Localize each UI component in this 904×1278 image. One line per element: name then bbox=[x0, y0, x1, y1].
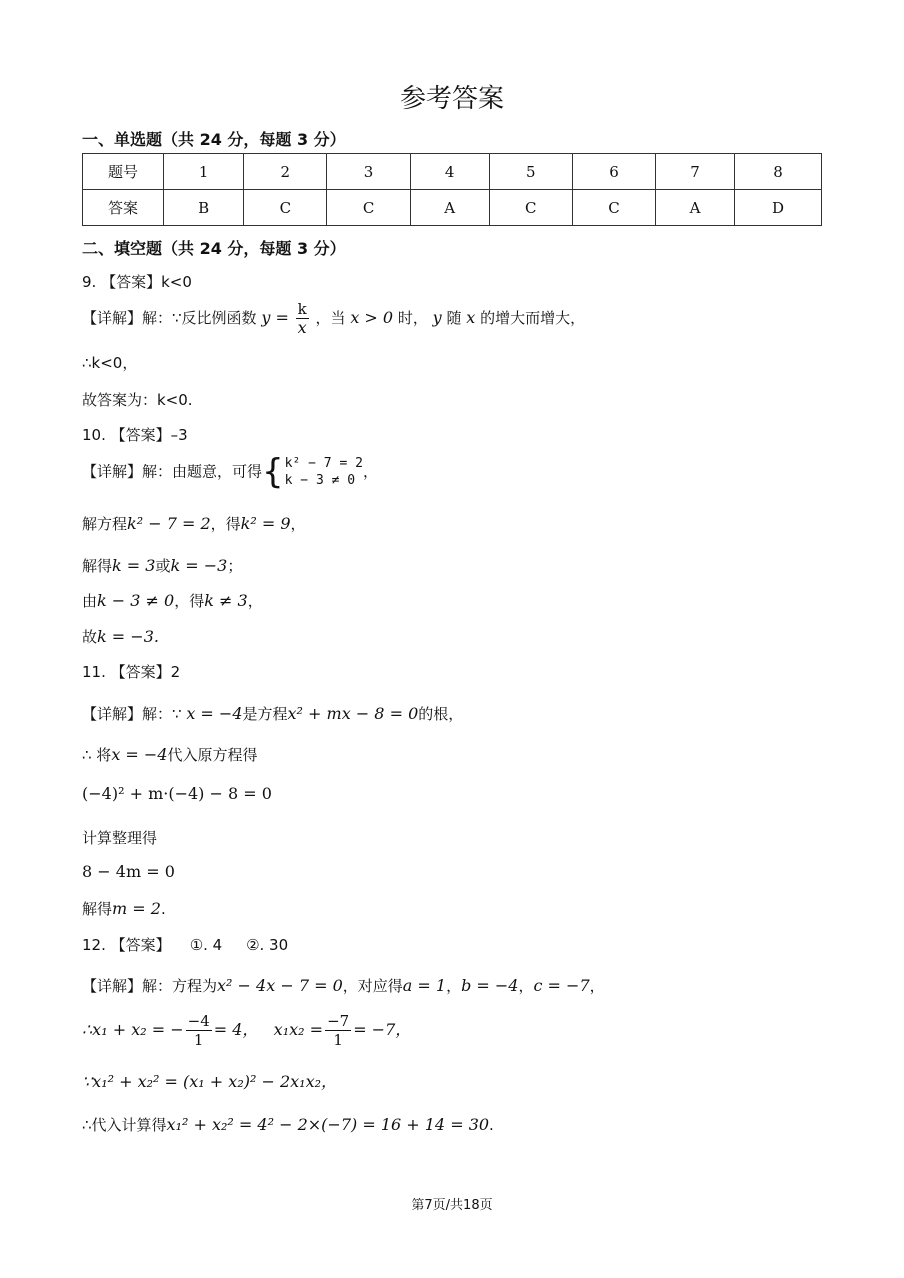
table-cell: 7 bbox=[656, 154, 735, 190]
table-cell: A bbox=[410, 190, 489, 226]
table-cell: C bbox=[244, 190, 327, 226]
text: 代入原方程得 bbox=[167, 746, 258, 764]
text: 【详解】解：方程为 bbox=[82, 977, 218, 995]
fraction-numerator: −4 bbox=[187, 1012, 210, 1030]
text: 是方程 bbox=[242, 705, 288, 723]
text: ∴代入计算得 bbox=[82, 1116, 167, 1134]
math: k = −3. bbox=[97, 627, 159, 646]
math: = 4， x₁x₂ = bbox=[213, 1020, 324, 1039]
q12-line4 bbox=[82, 1114, 494, 1135]
q9-detail-text: 时， bbox=[397, 309, 433, 327]
q9-line2: ∴k<0， bbox=[82, 354, 138, 372]
text: 解得 bbox=[82, 557, 113, 575]
system-line-2: k − 3 ≠ 0 bbox=[284, 473, 356, 488]
text: 解方程 bbox=[82, 515, 128, 533]
fraction-denominator: 1 bbox=[333, 1031, 343, 1049]
q9-detail-text: 【详解】解：∵反比例函数 bbox=[82, 309, 257, 327]
q11-line3 bbox=[82, 784, 272, 803]
math: ∵x₁² + x₂² = (x₁ + x₂)² − 2x₁x₂， bbox=[82, 1072, 338, 1091]
text: ，对应得 bbox=[342, 977, 403, 995]
math: k ≠ 3 bbox=[204, 591, 248, 610]
fraction-denominator: x bbox=[297, 318, 307, 337]
q10-line4 bbox=[82, 590, 263, 611]
table-cell: 6 bbox=[572, 154, 655, 190]
text: 或 bbox=[155, 557, 171, 575]
text: . bbox=[489, 1116, 494, 1134]
q11-line4: 计算整理得 bbox=[82, 829, 158, 847]
text: ， bbox=[589, 977, 605, 995]
text: ， bbox=[518, 977, 534, 995]
q11-answer: 11. 【答案】2 bbox=[82, 663, 181, 681]
q11-line6 bbox=[82, 898, 166, 919]
text: ， bbox=[247, 592, 263, 610]
math: k − 3 ≠ 0 bbox=[97, 591, 175, 610]
system-line-1: k² − 7 = 2 bbox=[284, 456, 363, 471]
table-cell: 2 bbox=[244, 154, 327, 190]
left-brace-icon: { bbox=[262, 452, 284, 492]
page-footer: 第7页/共18页 bbox=[411, 1198, 493, 1213]
math: x² + mx − 8 = 0 bbox=[287, 704, 419, 723]
q10-detail bbox=[82, 452, 378, 492]
q9-detail-text: ，当 bbox=[315, 309, 346, 327]
q12-line2 bbox=[82, 1012, 411, 1049]
text: 的根， bbox=[418, 705, 464, 723]
table-cell: C bbox=[572, 190, 655, 226]
text: ； bbox=[227, 557, 243, 575]
q12-fraction-2 bbox=[325, 1012, 351, 1049]
table-cell: 5 bbox=[489, 154, 572, 190]
table-cell: 4 bbox=[410, 154, 489, 190]
math: k = 3 bbox=[112, 556, 156, 575]
math: b = −4 bbox=[461, 976, 519, 995]
q12-fraction-1 bbox=[186, 1012, 212, 1049]
table-cell: 1 bbox=[164, 154, 244, 190]
text: ， bbox=[290, 515, 306, 533]
q9-detail-text: 的增大而增大， bbox=[480, 309, 586, 327]
fraction-numerator: k bbox=[297, 300, 307, 318]
table-row-numbers bbox=[83, 154, 822, 190]
math: = −7， bbox=[353, 1020, 412, 1039]
text: 解得 bbox=[82, 900, 113, 918]
q10-line3 bbox=[82, 555, 242, 576]
table-cell: C bbox=[489, 190, 572, 226]
q9-detail-math: x > 0 bbox=[350, 308, 394, 327]
q11-line2 bbox=[82, 744, 258, 765]
math: k = −3 bbox=[170, 556, 228, 575]
text: 故 bbox=[82, 628, 98, 646]
q9-detail-math: y bbox=[432, 308, 442, 327]
math: ∴x₁ + x₂ = − bbox=[82, 1020, 184, 1039]
text: 【详解】解：∵ bbox=[82, 705, 187, 723]
q9-detail-math: x bbox=[466, 308, 476, 327]
text: 由 bbox=[82, 592, 98, 610]
text: ， bbox=[446, 977, 462, 995]
math: 8 − 4m = 0 bbox=[82, 862, 175, 881]
table-cell: 8 bbox=[735, 154, 822, 190]
q10-line5 bbox=[82, 626, 159, 647]
fraction-denominator: 1 bbox=[193, 1031, 204, 1049]
math: (−4)² + m·(−4) − 8 = 0 bbox=[82, 784, 272, 803]
equation-system bbox=[285, 455, 363, 489]
math: x = −4 bbox=[186, 704, 243, 723]
table-cell: 3 bbox=[327, 154, 410, 190]
q12-detail bbox=[82, 975, 605, 996]
math: x² − 4x − 7 = 0 bbox=[217, 976, 343, 995]
table-cell: D bbox=[735, 190, 822, 226]
fraction-numerator: −7 bbox=[327, 1012, 350, 1030]
q11-detail bbox=[82, 703, 463, 724]
text: ，得 bbox=[210, 515, 241, 533]
q9-line3: 故答案为：k<0. bbox=[82, 391, 193, 409]
q10-detail-text: 【详解】解：由题意，可得 bbox=[82, 462, 263, 481]
q11-line5 bbox=[82, 862, 175, 881]
table-cell: A bbox=[656, 190, 735, 226]
q9-detail-math: y = bbox=[261, 308, 289, 327]
math: m = 2 bbox=[112, 899, 161, 918]
table-cell: C bbox=[327, 190, 410, 226]
q9-detail-text: 随 bbox=[446, 309, 462, 327]
text: ∴ 将 bbox=[82, 746, 112, 764]
q10-line2 bbox=[82, 513, 306, 534]
q12-line3 bbox=[82, 1069, 337, 1092]
answer-table bbox=[82, 153, 822, 226]
table-header-label: 题号 bbox=[83, 154, 164, 190]
table-answer-label: 答案 bbox=[83, 190, 164, 226]
text: . bbox=[160, 900, 166, 918]
page-title: 参考答案 bbox=[399, 84, 504, 114]
math: k² − 7 = 2 bbox=[127, 514, 211, 533]
q9-answer: 9. 【答案】k<0 bbox=[82, 273, 192, 291]
q10-answer: 10. 【答案】–3 bbox=[82, 426, 188, 444]
section-heading-single-choice: 一、单选题（共 24 分，每题 3 分） bbox=[82, 130, 346, 149]
q9-fraction bbox=[296, 300, 309, 337]
q12-answer: 12. 【答案】 ①. 4 ②. 30 bbox=[82, 936, 289, 954]
q10-detail-text: ， bbox=[362, 462, 378, 481]
section-heading-fill-blank: 二、填空题（共 24 分，每题 3 分） bbox=[82, 239, 346, 258]
text: ，得 bbox=[174, 592, 205, 610]
q9-detail bbox=[82, 300, 585, 337]
table-row-answers bbox=[83, 190, 822, 226]
table-cell: B bbox=[164, 190, 244, 226]
math: x = −4 bbox=[111, 745, 168, 764]
math: a = 1 bbox=[402, 976, 447, 995]
math: c = −7 bbox=[533, 976, 590, 995]
math: x₁² + x₂² = 4² − 2×(−7) = 16 + 14 = 30 bbox=[166, 1115, 490, 1134]
math: k² = 9 bbox=[240, 514, 291, 533]
